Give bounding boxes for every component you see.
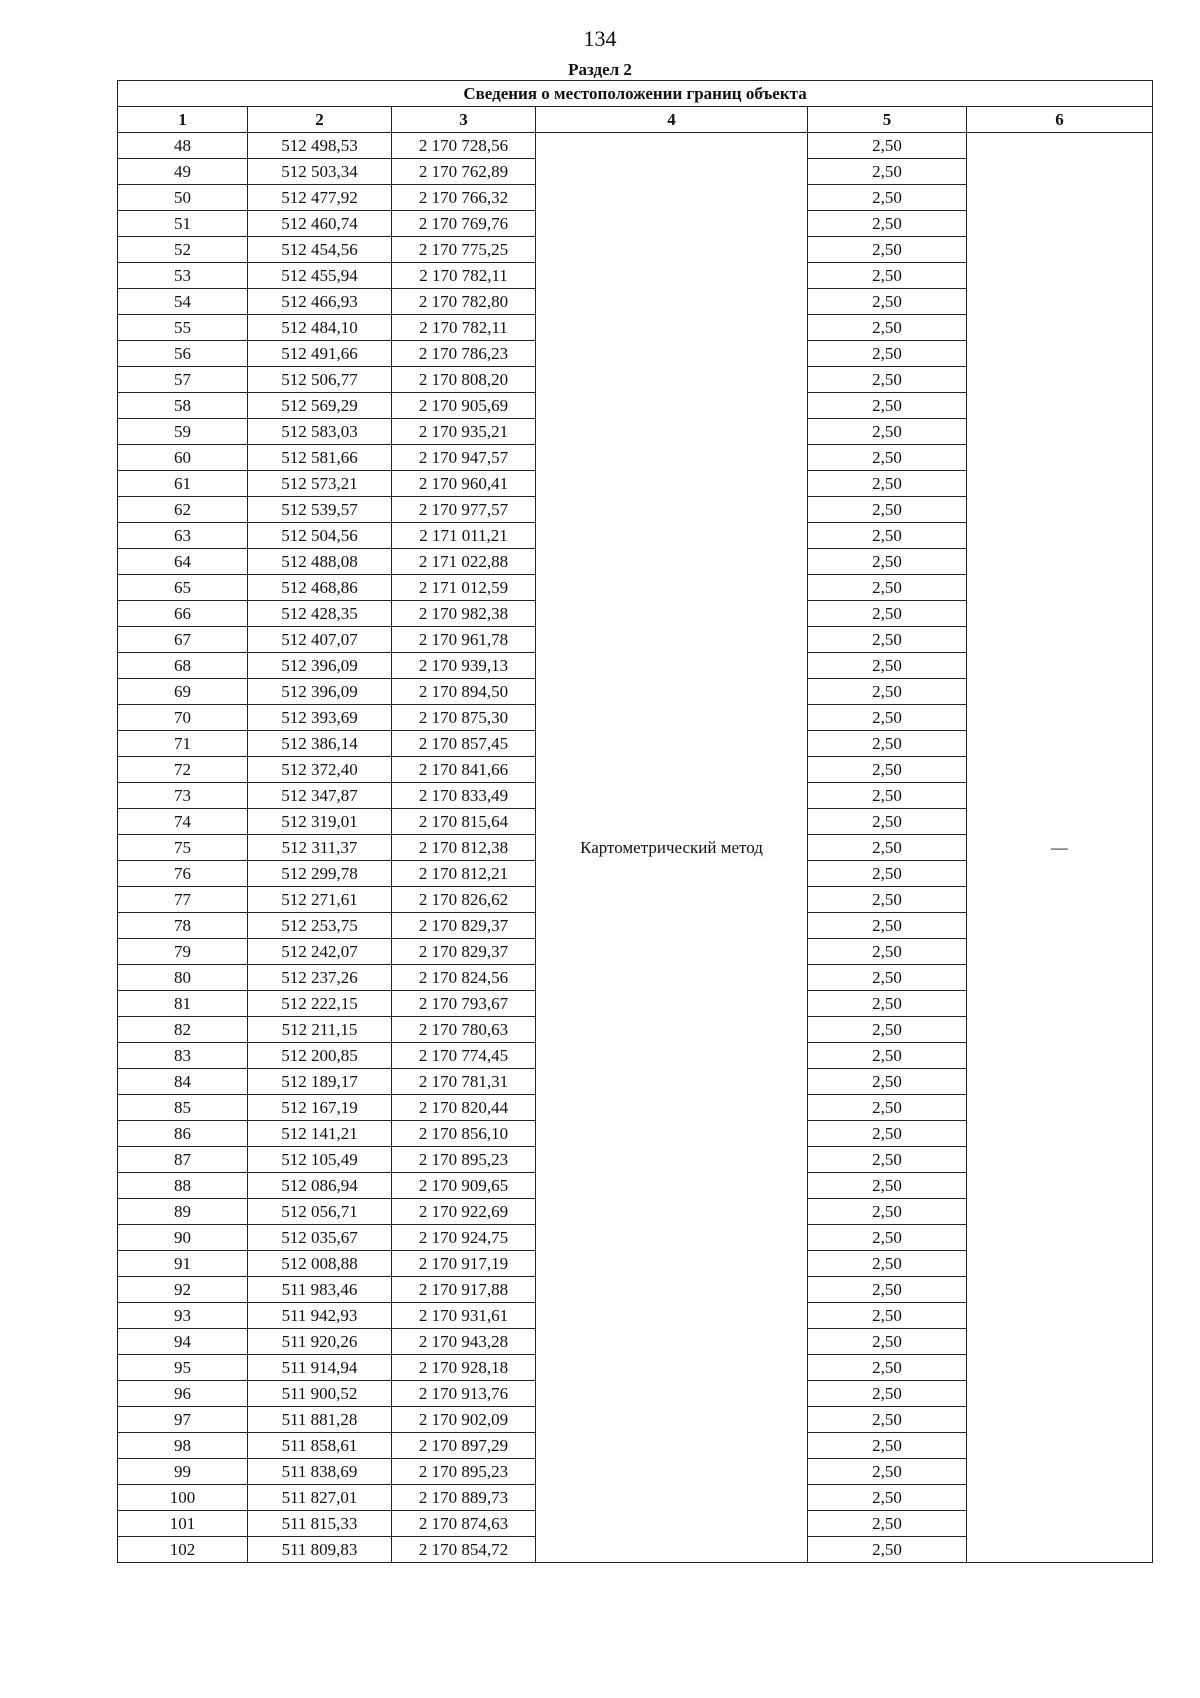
boundary-table bbox=[117, 80, 1153, 1563]
precision-cell: 2,50 bbox=[808, 1043, 967, 1069]
coordinate-y-cell: 2 170 782,80 bbox=[392, 289, 536, 315]
coordinate-y-cell: 2 170 931,61 bbox=[392, 1303, 536, 1329]
coordinate-y-cell: 2 170 857,45 bbox=[392, 731, 536, 757]
coordinate-x-cell: 512 504,56 bbox=[248, 523, 392, 549]
coordinate-y-cell: 2 170 982,38 bbox=[392, 601, 536, 627]
point-number-cell: 72 bbox=[118, 757, 248, 783]
coordinate-y-cell: 2 170 875,30 bbox=[392, 705, 536, 731]
point-number-cell: 77 bbox=[118, 887, 248, 913]
precision-cell: 2,50 bbox=[808, 185, 967, 211]
precision-cell: 2,50 bbox=[808, 523, 967, 549]
point-number-cell: 86 bbox=[118, 1121, 248, 1147]
coordinate-y-cell: 2 170 922,69 bbox=[392, 1199, 536, 1225]
precision-cell: 2,50 bbox=[808, 549, 967, 575]
coordinate-y-cell: 2 170 815,64 bbox=[392, 809, 536, 835]
coordinate-x-cell: 511 920,26 bbox=[248, 1329, 392, 1355]
point-number-cell: 66 bbox=[118, 601, 248, 627]
column-header-4: 4 bbox=[536, 107, 808, 133]
coordinate-y-cell: 2 170 841,66 bbox=[392, 757, 536, 783]
precision-cell: 2,50 bbox=[808, 1251, 967, 1277]
point-number-cell: 101 bbox=[118, 1511, 248, 1537]
coordinate-y-cell: 2 170 902,09 bbox=[392, 1407, 536, 1433]
point-number-cell: 64 bbox=[118, 549, 248, 575]
coordinate-y-cell: 2 170 762,89 bbox=[392, 159, 536, 185]
point-number-cell: 98 bbox=[118, 1433, 248, 1459]
point-number-cell: 55 bbox=[118, 315, 248, 341]
coordinate-y-cell: 2 171 012,59 bbox=[392, 575, 536, 601]
coordinate-x-cell: 512 008,88 bbox=[248, 1251, 392, 1277]
coordinate-y-cell: 2 170 905,69 bbox=[392, 393, 536, 419]
coordinate-y-cell: 2 170 895,23 bbox=[392, 1147, 536, 1173]
coordinate-x-cell: 511 900,52 bbox=[248, 1381, 392, 1407]
precision-cell: 2,50 bbox=[808, 991, 967, 1017]
coordinate-y-cell: 2 170 961,78 bbox=[392, 627, 536, 653]
coordinate-x-cell: 512 189,17 bbox=[248, 1069, 392, 1095]
coordinate-x-cell: 512 455,94 bbox=[248, 263, 392, 289]
coordinate-x-cell: 512 319,01 bbox=[248, 809, 392, 835]
coordinate-x-cell: 511 809,83 bbox=[248, 1537, 392, 1563]
point-number-cell: 79 bbox=[118, 939, 248, 965]
coordinate-x-cell: 512 581,66 bbox=[248, 445, 392, 471]
point-number-cell: 90 bbox=[118, 1225, 248, 1251]
point-number-cell: 93 bbox=[118, 1303, 248, 1329]
precision-cell: 2,50 bbox=[808, 965, 967, 991]
coordinate-y-cell: 2 170 774,45 bbox=[392, 1043, 536, 1069]
coordinate-y-cell: 2 170 826,62 bbox=[392, 887, 536, 913]
coordinate-y-cell: 2 170 812,21 bbox=[392, 861, 536, 887]
coordinate-y-cell: 2 170 829,37 bbox=[392, 939, 536, 965]
coordinate-y-cell: 2 170 943,28 bbox=[392, 1329, 536, 1355]
point-number-cell: 97 bbox=[118, 1407, 248, 1433]
coordinate-x-cell: 512 056,71 bbox=[248, 1199, 392, 1225]
point-number-cell: 51 bbox=[118, 211, 248, 237]
coordinate-y-cell: 2 170 977,57 bbox=[392, 497, 536, 523]
coordinate-y-cell: 2 170 833,49 bbox=[392, 783, 536, 809]
coordinate-x-cell: 512 253,75 bbox=[248, 913, 392, 939]
coordinate-x-cell: 512 477,92 bbox=[248, 185, 392, 211]
precision-cell: 2,50 bbox=[808, 1017, 967, 1043]
coordinate-y-cell: 2 170 894,50 bbox=[392, 679, 536, 705]
point-number-cell: 52 bbox=[118, 237, 248, 263]
coordinate-y-cell: 2 170 854,72 bbox=[392, 1537, 536, 1563]
table-caption-row bbox=[118, 81, 1153, 107]
coordinate-x-cell: 511 983,46 bbox=[248, 1277, 392, 1303]
coordinate-x-cell: 512 372,40 bbox=[248, 757, 392, 783]
coordinate-x-cell: 511 881,28 bbox=[248, 1407, 392, 1433]
point-number-cell: 62 bbox=[118, 497, 248, 523]
section-title: Раздел 2 bbox=[568, 60, 632, 79]
coordinate-y-cell: 2 170 786,23 bbox=[392, 341, 536, 367]
coordinate-y-cell: 2 170 781,31 bbox=[392, 1069, 536, 1095]
precision-cell: 2,50 bbox=[808, 653, 967, 679]
precision-cell: 2,50 bbox=[808, 861, 967, 887]
coordinate-x-cell: 512 222,15 bbox=[248, 991, 392, 1017]
coordinate-y-cell: 2 170 808,20 bbox=[392, 367, 536, 393]
precision-cell: 2,50 bbox=[808, 705, 967, 731]
coordinate-x-cell: 512 237,26 bbox=[248, 965, 392, 991]
coordinate-y-cell: 2 170 780,63 bbox=[392, 1017, 536, 1043]
coordinate-x-cell: 511 914,94 bbox=[248, 1355, 392, 1381]
precision-cell: 2,50 bbox=[808, 1433, 967, 1459]
precision-cell: 2,50 bbox=[808, 887, 967, 913]
coordinate-y-cell: 2 170 793,67 bbox=[392, 991, 536, 1017]
coordinate-x-cell: 512 311,37 bbox=[248, 835, 392, 861]
point-number-cell: 53 bbox=[118, 263, 248, 289]
point-number-cell: 68 bbox=[118, 653, 248, 679]
page-number: 134 bbox=[583, 26, 617, 51]
coordinate-x-cell: 512 468,86 bbox=[248, 575, 392, 601]
point-number-cell: 78 bbox=[118, 913, 248, 939]
coordinate-x-cell: 512 484,10 bbox=[248, 315, 392, 341]
coordinate-x-cell: 512 200,85 bbox=[248, 1043, 392, 1069]
point-number-cell: 73 bbox=[118, 783, 248, 809]
point-number-cell: 96 bbox=[118, 1381, 248, 1407]
precision-cell: 2,50 bbox=[808, 1277, 967, 1303]
coordinate-y-cell: 2 170 775,25 bbox=[392, 237, 536, 263]
table-caption: Сведения о местоположении границ объекта bbox=[118, 81, 1153, 107]
point-number-cell: 83 bbox=[118, 1043, 248, 1069]
point-number-cell: 88 bbox=[118, 1173, 248, 1199]
precision-cell: 2,50 bbox=[808, 1147, 967, 1173]
coordinate-y-cell: 2 170 824,56 bbox=[392, 965, 536, 991]
precision-cell: 2,50 bbox=[808, 1511, 967, 1537]
coordinate-y-cell: 2 170 829,37 bbox=[392, 913, 536, 939]
coordinate-x-cell: 512 211,15 bbox=[248, 1017, 392, 1043]
precision-cell: 2,50 bbox=[808, 939, 967, 965]
coordinate-x-cell: 512 086,94 bbox=[248, 1173, 392, 1199]
precision-cell: 2,50 bbox=[808, 1381, 967, 1407]
column-header-3: 3 bbox=[392, 107, 536, 133]
coordinate-y-cell: 2 170 766,32 bbox=[392, 185, 536, 211]
precision-cell: 2,50 bbox=[808, 497, 967, 523]
coordinate-y-cell: 2 170 917,88 bbox=[392, 1277, 536, 1303]
coordinate-y-cell: 2 170 913,76 bbox=[392, 1381, 536, 1407]
precision-cell: 2,50 bbox=[808, 835, 967, 861]
table-body bbox=[118, 133, 1153, 1563]
column-header-6: 6 bbox=[967, 107, 1153, 133]
column-header-1: 1 bbox=[118, 107, 248, 133]
precision-cell: 2,50 bbox=[808, 1537, 967, 1563]
precision-cell: 2,50 bbox=[808, 783, 967, 809]
coordinate-y-cell: 2 170 895,23 bbox=[392, 1459, 536, 1485]
precision-cell: 2,50 bbox=[808, 627, 967, 653]
point-number-cell: 89 bbox=[118, 1199, 248, 1225]
coordinate-y-cell: 2 170 897,29 bbox=[392, 1433, 536, 1459]
point-number-cell: 92 bbox=[118, 1277, 248, 1303]
point-number-cell: 87 bbox=[118, 1147, 248, 1173]
coordinate-y-cell: 2 170 782,11 bbox=[392, 315, 536, 341]
coordinate-x-cell: 512 583,03 bbox=[248, 419, 392, 445]
precision-cell: 2,50 bbox=[808, 1459, 967, 1485]
precision-cell: 2,50 bbox=[808, 1355, 967, 1381]
point-number-cell: 85 bbox=[118, 1095, 248, 1121]
coordinate-x-cell: 512 460,74 bbox=[248, 211, 392, 237]
coordinate-y-cell: 2 170 856,10 bbox=[392, 1121, 536, 1147]
point-number-cell: 82 bbox=[118, 1017, 248, 1043]
point-number-cell: 56 bbox=[118, 341, 248, 367]
precision-cell: 2,50 bbox=[808, 237, 967, 263]
coordinate-y-cell: 2 170 874,63 bbox=[392, 1511, 536, 1537]
coordinate-x-cell: 511 858,61 bbox=[248, 1433, 392, 1459]
precision-cell: 2,50 bbox=[808, 289, 967, 315]
point-number-cell: 50 bbox=[118, 185, 248, 211]
coordinate-y-cell: 2 170 947,57 bbox=[392, 445, 536, 471]
point-number-cell: 65 bbox=[118, 575, 248, 601]
coordinate-x-cell: 512 167,19 bbox=[248, 1095, 392, 1121]
coordinate-y-cell: 2 170 935,21 bbox=[392, 419, 536, 445]
column-number-row bbox=[118, 107, 1153, 133]
coordinate-x-cell: 512 539,57 bbox=[248, 497, 392, 523]
point-number-cell: 70 bbox=[118, 705, 248, 731]
point-number-cell: 61 bbox=[118, 471, 248, 497]
coordinate-y-cell: 2 170 782,11 bbox=[392, 263, 536, 289]
precision-cell: 2,50 bbox=[808, 1173, 967, 1199]
point-number-cell: 95 bbox=[118, 1355, 248, 1381]
point-number-cell: 60 bbox=[118, 445, 248, 471]
point-number-cell: 81 bbox=[118, 991, 248, 1017]
precision-cell: 2,50 bbox=[808, 575, 967, 601]
precision-cell: 2,50 bbox=[808, 263, 967, 289]
coordinate-x-cell: 512 454,56 bbox=[248, 237, 392, 263]
method-cell: Картометрический метод bbox=[536, 133, 808, 1563]
coordinate-x-cell: 512 393,69 bbox=[248, 705, 392, 731]
precision-cell: 2,50 bbox=[808, 731, 967, 757]
coordinate-y-cell: 2 170 728,56 bbox=[392, 133, 536, 159]
precision-cell: 2,50 bbox=[808, 1199, 967, 1225]
point-number-cell: 74 bbox=[118, 809, 248, 835]
precision-cell: 2,50 bbox=[808, 1069, 967, 1095]
precision-cell: 2,50 bbox=[808, 1407, 967, 1433]
coordinate-x-cell: 512 271,61 bbox=[248, 887, 392, 913]
point-number-cell: 84 bbox=[118, 1069, 248, 1095]
precision-cell: 2,50 bbox=[808, 1485, 967, 1511]
coordinate-x-cell: 512 299,78 bbox=[248, 861, 392, 887]
column-header-2: 2 bbox=[248, 107, 392, 133]
description-cell: — bbox=[967, 133, 1153, 1563]
coordinate-x-cell: 512 105,49 bbox=[248, 1147, 392, 1173]
coordinate-x-cell: 512 035,67 bbox=[248, 1225, 392, 1251]
coordinate-y-cell: 2 170 924,75 bbox=[392, 1225, 536, 1251]
precision-cell: 2,50 bbox=[808, 1303, 967, 1329]
coordinate-x-cell: 511 838,69 bbox=[248, 1459, 392, 1485]
coordinate-x-cell: 512 141,21 bbox=[248, 1121, 392, 1147]
coordinate-y-cell: 2 170 909,65 bbox=[392, 1173, 536, 1199]
coordinate-x-cell: 512 498,53 bbox=[248, 133, 392, 159]
point-number-cell: 59 bbox=[118, 419, 248, 445]
coordinate-y-cell: 2 170 928,18 bbox=[392, 1355, 536, 1381]
precision-cell: 2,50 bbox=[808, 679, 967, 705]
point-number-cell: 71 bbox=[118, 731, 248, 757]
coordinate-x-cell: 512 242,07 bbox=[248, 939, 392, 965]
coordinate-y-cell: 2 170 939,13 bbox=[392, 653, 536, 679]
point-number-cell: 94 bbox=[118, 1329, 248, 1355]
point-number-cell: 100 bbox=[118, 1485, 248, 1511]
point-number-cell: 57 bbox=[118, 367, 248, 393]
point-number-cell: 80 bbox=[118, 965, 248, 991]
column-header-5: 5 bbox=[808, 107, 967, 133]
coordinate-x-cell: 511 815,33 bbox=[248, 1511, 392, 1537]
precision-cell: 2,50 bbox=[808, 419, 967, 445]
precision-cell: 2,50 bbox=[808, 367, 967, 393]
point-number-cell: 67 bbox=[118, 627, 248, 653]
coordinate-y-cell: 2 170 769,76 bbox=[392, 211, 536, 237]
coordinate-x-cell: 512 396,09 bbox=[248, 679, 392, 705]
point-number-cell: 76 bbox=[118, 861, 248, 887]
precision-cell: 2,50 bbox=[808, 159, 967, 185]
precision-cell: 2,50 bbox=[808, 601, 967, 627]
precision-cell: 2,50 bbox=[808, 1225, 967, 1251]
coordinate-x-cell: 512 407,07 bbox=[248, 627, 392, 653]
coordinate-y-cell: 2 171 022,88 bbox=[392, 549, 536, 575]
precision-cell: 2,50 bbox=[808, 445, 967, 471]
point-number-cell: 91 bbox=[118, 1251, 248, 1277]
point-number-cell: 54 bbox=[118, 289, 248, 315]
coordinate-y-cell: 2 170 917,19 bbox=[392, 1251, 536, 1277]
coordinate-y-cell: 2 171 011,21 bbox=[392, 523, 536, 549]
point-number-cell: 75 bbox=[118, 835, 248, 861]
coordinate-x-cell: 512 396,09 bbox=[248, 653, 392, 679]
coordinate-y-cell: 2 170 812,38 bbox=[392, 835, 536, 861]
coordinate-y-cell: 2 170 820,44 bbox=[392, 1095, 536, 1121]
coordinate-y-cell: 2 170 889,73 bbox=[392, 1485, 536, 1511]
point-number-cell: 58 bbox=[118, 393, 248, 419]
point-number-cell: 69 bbox=[118, 679, 248, 705]
coordinate-x-cell: 512 386,14 bbox=[248, 731, 392, 757]
precision-cell: 2,50 bbox=[808, 809, 967, 835]
precision-cell: 2,50 bbox=[808, 315, 967, 341]
precision-cell: 2,50 bbox=[808, 757, 967, 783]
precision-cell: 2,50 bbox=[808, 133, 967, 159]
coordinate-x-cell: 512 506,77 bbox=[248, 367, 392, 393]
coordinate-x-cell: 512 491,66 bbox=[248, 341, 392, 367]
precision-cell: 2,50 bbox=[808, 913, 967, 939]
precision-cell: 2,50 bbox=[808, 1121, 967, 1147]
coordinate-x-cell: 511 827,01 bbox=[248, 1485, 392, 1511]
precision-cell: 2,50 bbox=[808, 393, 967, 419]
coordinate-x-cell: 512 503,34 bbox=[248, 159, 392, 185]
precision-cell: 2,50 bbox=[808, 471, 967, 497]
table-row bbox=[118, 133, 1153, 159]
coordinate-y-cell: 2 170 960,41 bbox=[392, 471, 536, 497]
coordinate-x-cell: 512 428,35 bbox=[248, 601, 392, 627]
coordinate-x-cell: 512 488,08 bbox=[248, 549, 392, 575]
precision-cell: 2,50 bbox=[808, 211, 967, 237]
point-number-cell: 63 bbox=[118, 523, 248, 549]
precision-cell: 2,50 bbox=[808, 341, 967, 367]
coordinate-x-cell: 511 942,93 bbox=[248, 1303, 392, 1329]
precision-cell: 2,50 bbox=[808, 1329, 967, 1355]
precision-cell: 2,50 bbox=[808, 1095, 967, 1121]
point-number-cell: 48 bbox=[118, 133, 248, 159]
coordinate-x-cell: 512 573,21 bbox=[248, 471, 392, 497]
point-number-cell: 49 bbox=[118, 159, 248, 185]
point-number-cell: 102 bbox=[118, 1537, 248, 1563]
coordinate-x-cell: 512 466,93 bbox=[248, 289, 392, 315]
coordinate-x-cell: 512 347,87 bbox=[248, 783, 392, 809]
point-number-cell: 99 bbox=[118, 1459, 248, 1485]
coordinate-x-cell: 512 569,29 bbox=[248, 393, 392, 419]
